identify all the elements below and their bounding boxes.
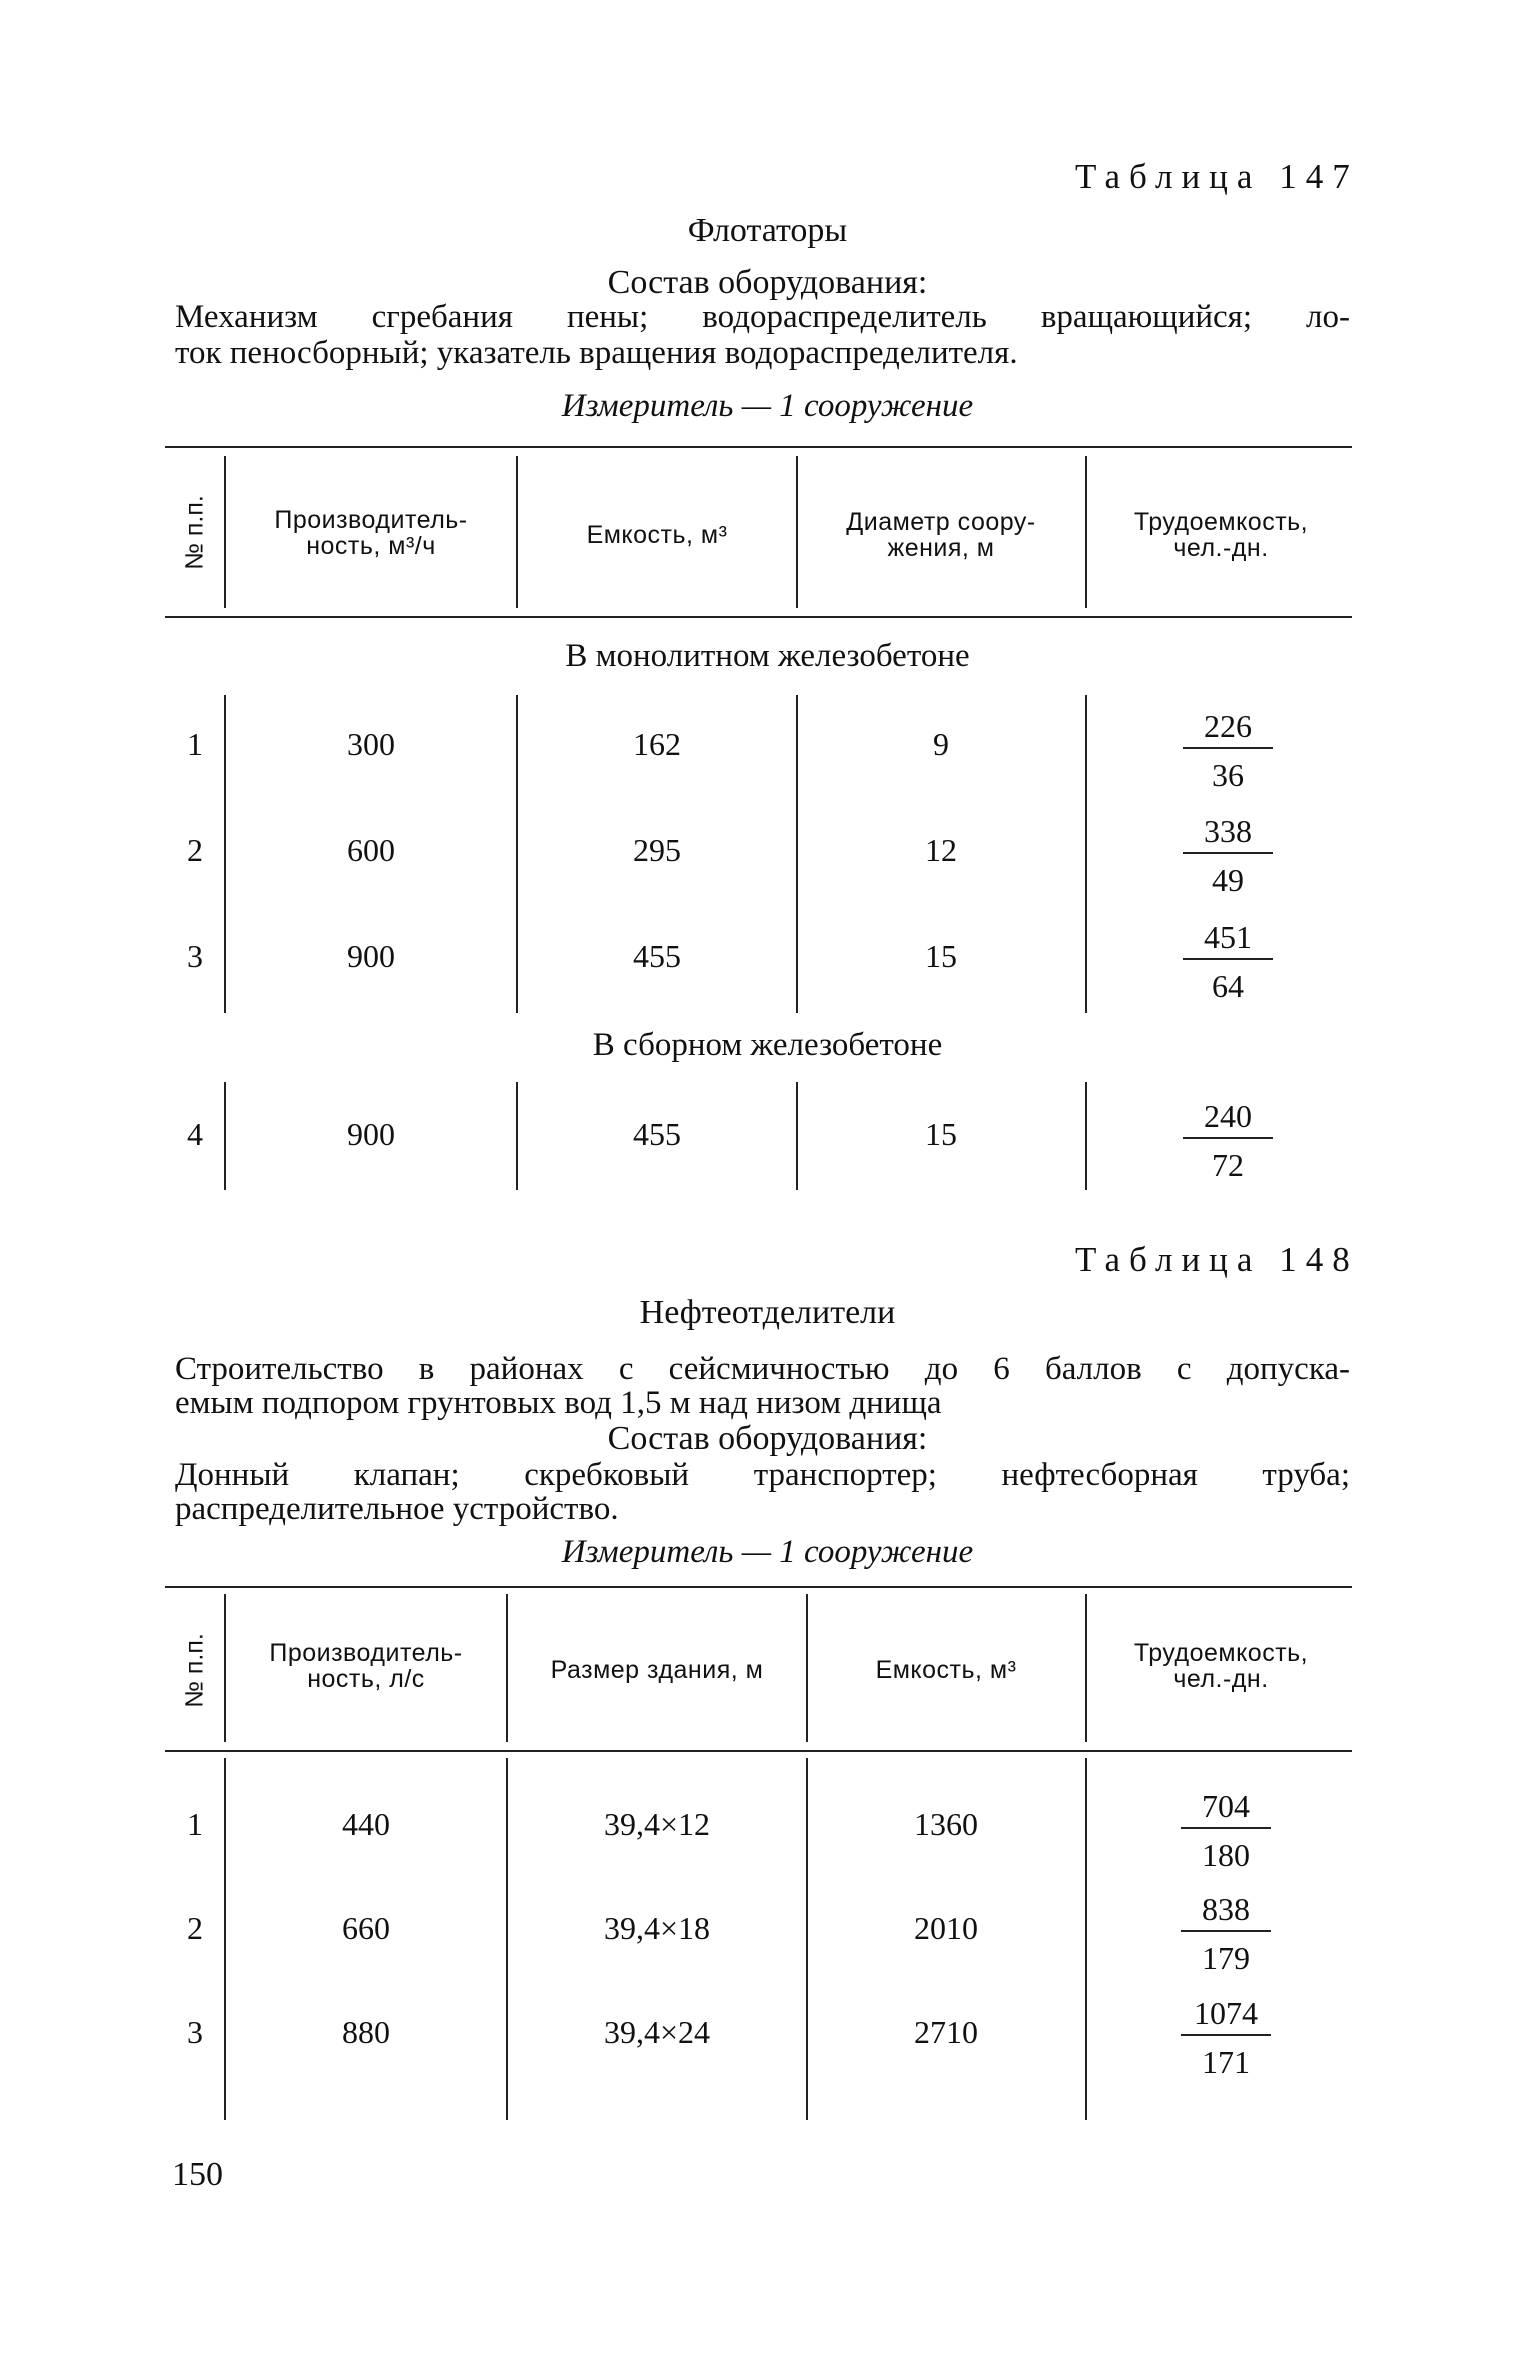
row-labor-fraction bbox=[1183, 813, 1273, 899]
table-147-composition-line2: ток пеносборный; указатель вращения водораспределителя. bbox=[175, 335, 1018, 371]
labor-denominator: 180 bbox=[1202, 1837, 1250, 1873]
row-capacity: 300 bbox=[347, 726, 395, 762]
header-diameter-line2: жения, м bbox=[887, 534, 995, 562]
labor-numerator: 838 bbox=[1181, 1891, 1271, 1932]
labor-numerator: 451 bbox=[1183, 919, 1273, 960]
row-num: 2 bbox=[187, 832, 203, 868]
row-capacity: 900 bbox=[347, 1116, 395, 1152]
row-volume: 1360 bbox=[914, 1806, 978, 1842]
header-labor-line1: Трудоемкость, bbox=[1133, 508, 1309, 536]
row-num: 4 bbox=[187, 1116, 203, 1152]
table-147-header-rule bbox=[165, 616, 1352, 618]
table-147-label: Таблица 147 bbox=[1075, 157, 1359, 196]
row-diameter: 15 bbox=[925, 1116, 957, 1152]
table-148-body-divider bbox=[806, 1758, 808, 2120]
table-147-composition-line1: Механизм сгребания пены; водораспределитель вращающийся; ло- bbox=[175, 299, 1350, 335]
table-148-header-divider bbox=[806, 1594, 808, 1742]
header-labor-line2: чел.-дн. bbox=[1173, 534, 1269, 562]
row-labor-fraction bbox=[1183, 1098, 1273, 1184]
row-labor-fraction bbox=[1183, 919, 1273, 1005]
table-147-header-divider bbox=[1085, 456, 1087, 608]
table-147-header-divider bbox=[224, 456, 226, 608]
page-number: 150 bbox=[172, 2156, 223, 2193]
table-148-header-rule bbox=[165, 1750, 1352, 1752]
table-147-composition-heading: Состав оборудования: bbox=[607, 264, 928, 301]
table-147-header-volume: Емкость, м³ bbox=[586, 521, 728, 549]
row-num: 3 bbox=[187, 938, 203, 974]
table-147-body-divider bbox=[796, 695, 798, 1013]
labor-numerator: 240 bbox=[1183, 1098, 1273, 1139]
header-diameter-line1: Диаметр соору- bbox=[846, 508, 1036, 536]
row-capacity: 440 bbox=[342, 1806, 390, 1842]
table-147-body-divider bbox=[1085, 695, 1087, 1013]
row-volume: 295 bbox=[633, 832, 681, 868]
table-148-measure: Измеритель — 1 сооружение bbox=[561, 1534, 974, 1570]
header-capacity-line2: ность, м³/ч bbox=[306, 532, 436, 560]
row-capacity: 900 bbox=[347, 938, 395, 974]
header-capacity-line1: Производитель- bbox=[269, 1639, 463, 1667]
table-147-section-precast: В сборном железобетоне bbox=[592, 1027, 943, 1063]
table-148-composition-heading: Состав оборудования: bbox=[607, 1420, 928, 1457]
table-148-composition-line1: Донный клапан; скребковый транспортер; нефтесборная труба; bbox=[175, 1457, 1350, 1493]
row-capacity: 600 bbox=[347, 832, 395, 868]
table-148-header-divider bbox=[506, 1594, 508, 1742]
table-147-body-divider bbox=[224, 1082, 226, 1190]
table-148-header-labor bbox=[1090, 1640, 1352, 1692]
table-147-header-capacity bbox=[228, 507, 514, 559]
row-diameter: 15 bbox=[925, 938, 957, 974]
row-num: 1 bbox=[187, 726, 203, 762]
table-147-header-diameter bbox=[800, 509, 1082, 561]
table-148-body-divider bbox=[1085, 1758, 1087, 2120]
row-volume: 455 bbox=[633, 1116, 681, 1152]
labor-numerator: 226 bbox=[1183, 708, 1273, 749]
table-148-body-divider bbox=[224, 1758, 226, 2120]
row-labor-fraction bbox=[1183, 708, 1273, 794]
labor-numerator: 1074 bbox=[1181, 1995, 1271, 2036]
table-148-title: Нефтеотделители bbox=[639, 1294, 896, 1331]
row-size: 39,4×18 bbox=[603, 1910, 711, 1946]
table-148-header-capacity bbox=[228, 1640, 504, 1692]
labor-denominator: 49 bbox=[1212, 862, 1244, 898]
labor-numerator: 338 bbox=[1183, 813, 1273, 854]
row-num: 2 bbox=[187, 1910, 203, 1946]
labor-denominator: 179 bbox=[1202, 1940, 1250, 1976]
row-labor-fraction bbox=[1181, 1995, 1271, 2081]
table-148-condition-line2: емым подпором грунтовых вод 1,5 м над низом днища bbox=[175, 1385, 942, 1421]
header-labor-line1: Трудоемкость, bbox=[1133, 1639, 1309, 1667]
row-labor-fraction bbox=[1181, 1891, 1271, 1977]
header-labor-line2: чел.-дн. bbox=[1173, 1665, 1269, 1693]
table-147-header-num: № п.п. bbox=[180, 495, 209, 570]
table-148-body-divider bbox=[506, 1758, 508, 2120]
table-147-section-monolithic: В монолитном железобетоне bbox=[565, 638, 970, 674]
table-148-header-size: Размер здания, м bbox=[550, 1656, 764, 1684]
table-147-body-divider bbox=[224, 695, 226, 1013]
table-147-header-divider bbox=[516, 456, 518, 608]
row-size: 39,4×12 bbox=[603, 1806, 711, 1842]
table-147-top-rule bbox=[165, 446, 1352, 448]
table-148-header-divider bbox=[224, 1594, 226, 1742]
table-148-label: Таблица 148 bbox=[1075, 1240, 1359, 1279]
row-num: 3 bbox=[187, 2014, 203, 2050]
row-diameter: 9 bbox=[933, 726, 949, 762]
header-capacity-line2: ность, л/с bbox=[307, 1665, 425, 1693]
table-148-top-rule bbox=[165, 1586, 1352, 1588]
table-147-header-divider bbox=[796, 456, 798, 608]
row-num: 1 bbox=[187, 1806, 203, 1842]
row-diameter: 12 bbox=[925, 832, 957, 868]
row-volume: 455 bbox=[633, 938, 681, 974]
row-volume: 2710 bbox=[914, 2014, 978, 2050]
row-capacity: 880 bbox=[342, 2014, 390, 2050]
table-148-condition-line1: Строительство в районах с сейсмичностью до 6 баллов с допуска- bbox=[175, 1351, 1350, 1387]
row-volume: 162 bbox=[633, 726, 681, 762]
labor-numerator: 704 bbox=[1181, 1788, 1271, 1829]
row-volume: 2010 bbox=[914, 1910, 978, 1946]
labor-denominator: 36 bbox=[1212, 757, 1244, 793]
table-148-composition-line2: распределительное устройство. bbox=[175, 1491, 619, 1527]
table-147-body-divider bbox=[796, 1082, 798, 1190]
row-labor-fraction bbox=[1181, 1788, 1271, 1874]
row-capacity: 660 bbox=[342, 1910, 390, 1946]
header-capacity-line1: Производитель- bbox=[274, 506, 468, 534]
table-147-title: Флотаторы bbox=[687, 212, 848, 249]
table-148-header-divider bbox=[1085, 1594, 1087, 1742]
table-147-header-labor bbox=[1090, 509, 1352, 561]
table-147-body-divider bbox=[516, 695, 518, 1013]
labor-denominator: 171 bbox=[1202, 2044, 1250, 2080]
table-147-body-divider bbox=[516, 1082, 518, 1190]
table-148-header-volume: Емкость, м³ bbox=[875, 1656, 1017, 1684]
labor-denominator: 72 bbox=[1212, 1147, 1244, 1183]
table-147-measure: Измеритель — 1 сооружение bbox=[561, 388, 974, 424]
labor-denominator: 64 bbox=[1212, 968, 1244, 1004]
row-size: 39,4×24 bbox=[603, 2014, 711, 2050]
table-148-header-num: № п.п. bbox=[180, 1633, 209, 1708]
table-147-body-divider bbox=[1085, 1082, 1087, 1190]
